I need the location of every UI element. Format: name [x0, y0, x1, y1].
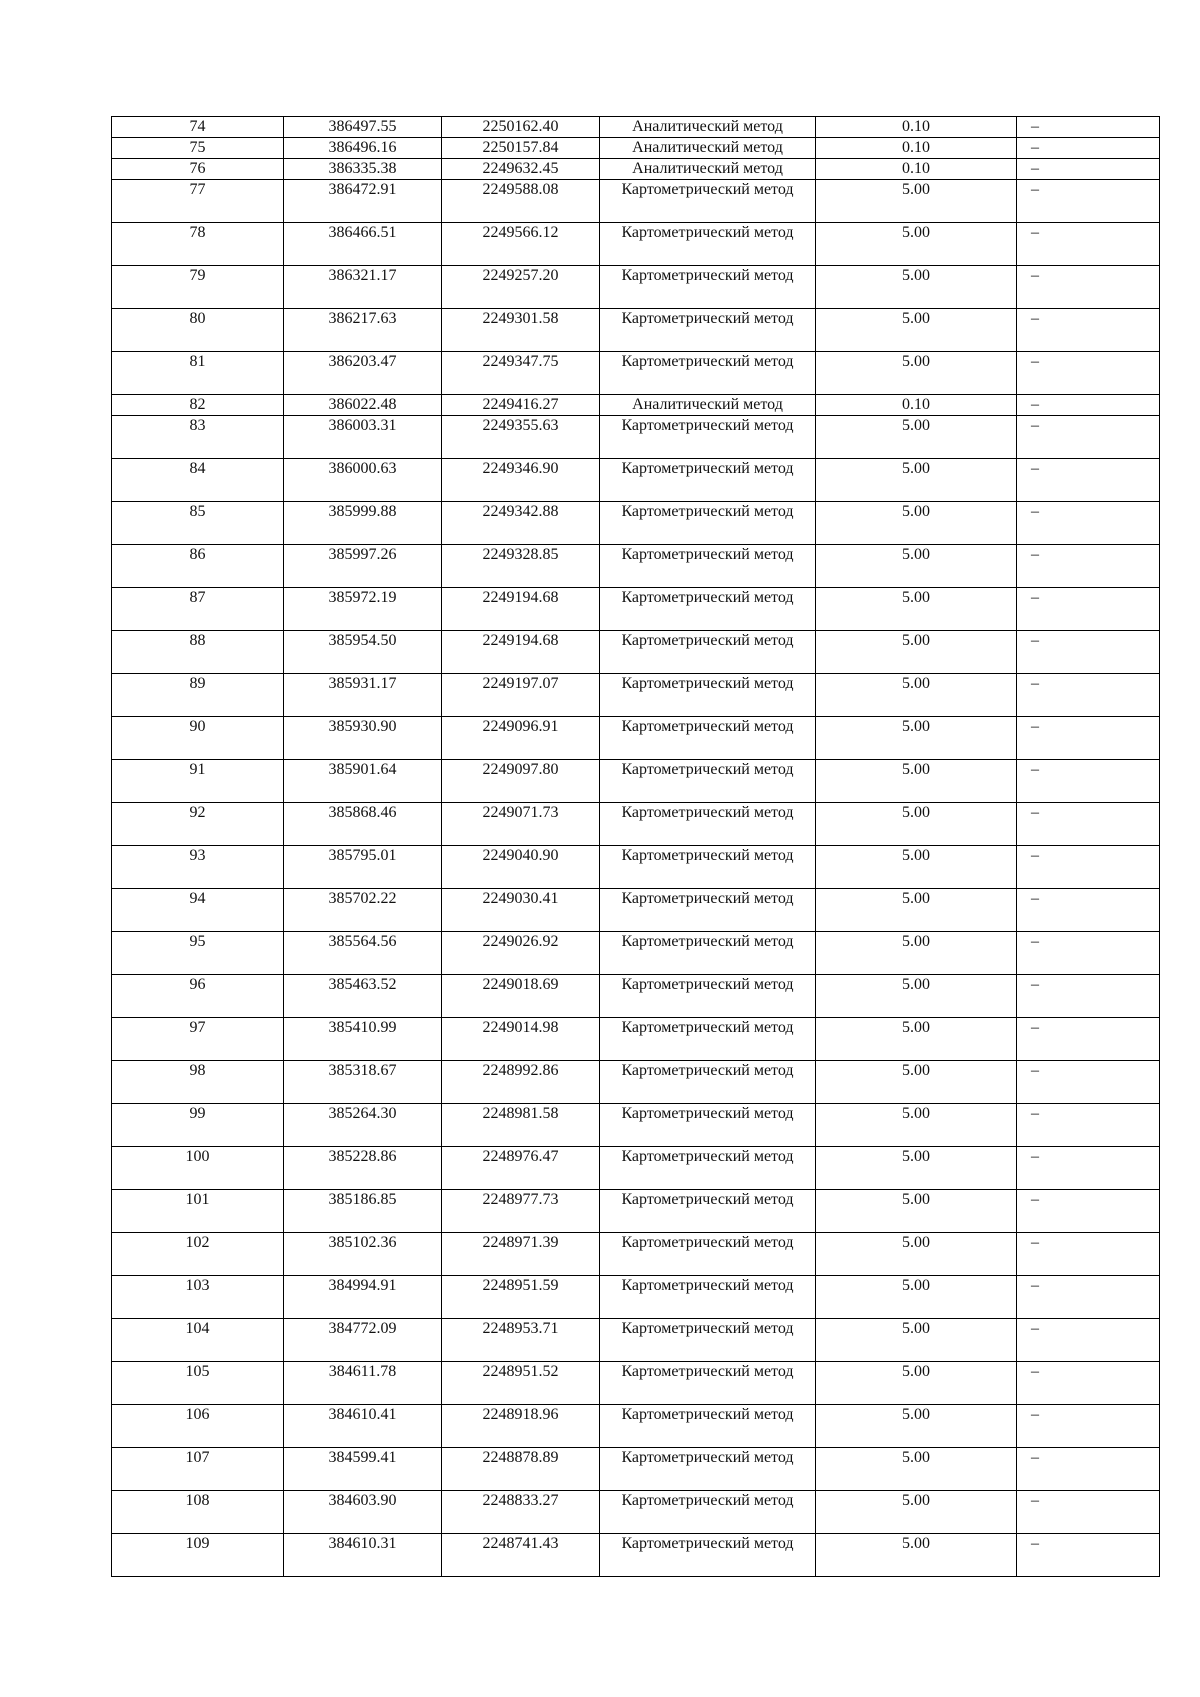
table-row — [112, 631, 1160, 674]
accuracy-cell: 5.00 — [816, 180, 1017, 223]
accuracy-cell: 5.00 — [816, 674, 1017, 717]
method-cell: Картометрический метод — [600, 1362, 816, 1405]
note-cell: – — [1017, 1534, 1160, 1577]
note-cell: – — [1017, 932, 1160, 975]
point-number-cell: 102 — [112, 1233, 284, 1276]
method-cell: Картометрический метод — [600, 1405, 816, 1448]
point-number-cell: 84 — [112, 459, 284, 502]
point-number-cell: 94 — [112, 889, 284, 932]
accuracy-cell: 5.00 — [816, 1147, 1017, 1190]
point-number-cell: 109 — [112, 1534, 284, 1577]
accuracy-cell: 5.00 — [816, 1448, 1017, 1491]
x-coordinate-cell: 384772.09 — [284, 1319, 442, 1362]
table-row — [112, 502, 1160, 545]
note-cell: – — [1017, 1018, 1160, 1061]
point-number-cell: 77 — [112, 180, 284, 223]
point-number-cell: 91 — [112, 760, 284, 803]
method-cell: Картометрический метод — [600, 975, 816, 1018]
point-number-cell: 104 — [112, 1319, 284, 1362]
y-coordinate-cell: 2249096.91 — [442, 717, 600, 760]
table-row — [112, 266, 1160, 309]
x-coordinate-cell: 386000.63 — [284, 459, 442, 502]
x-coordinate-cell: 385410.99 — [284, 1018, 442, 1061]
point-number-cell: 80 — [112, 309, 284, 352]
note-cell: – — [1017, 502, 1160, 545]
note-cell: – — [1017, 1491, 1160, 1534]
table-row — [112, 717, 1160, 760]
accuracy-cell: 5.00 — [816, 266, 1017, 309]
method-cell: Картометрический метод — [600, 502, 816, 545]
x-coordinate-cell: 384603.90 — [284, 1491, 442, 1534]
y-coordinate-cell: 2249301.58 — [442, 309, 600, 352]
method-cell: Картометрический метод — [600, 1061, 816, 1104]
note-cell: – — [1017, 459, 1160, 502]
x-coordinate-cell: 385954.50 — [284, 631, 442, 674]
note-cell: – — [1017, 889, 1160, 932]
method-cell: Картометрический метод — [600, 309, 816, 352]
x-coordinate-cell: 385264.30 — [284, 1104, 442, 1147]
y-coordinate-cell: 2249347.75 — [442, 352, 600, 395]
note-cell: – — [1017, 975, 1160, 1018]
x-coordinate-cell: 385186.85 — [284, 1190, 442, 1233]
y-coordinate-cell: 2249328.85 — [442, 545, 600, 588]
table-row — [112, 803, 1160, 846]
table-row — [112, 760, 1160, 803]
note-cell: – — [1017, 416, 1160, 459]
point-number-cell: 89 — [112, 674, 284, 717]
method-cell: Картометрический метод — [600, 588, 816, 631]
accuracy-cell: 5.00 — [816, 1405, 1017, 1448]
note-cell: – — [1017, 1362, 1160, 1405]
note-cell: – — [1017, 631, 1160, 674]
note-cell: – — [1017, 674, 1160, 717]
method-cell: Картометрический метод — [600, 846, 816, 889]
point-number-cell: 86 — [112, 545, 284, 588]
note-cell: – — [1017, 1276, 1160, 1319]
accuracy-cell: 0.10 — [816, 117, 1017, 138]
method-cell: Аналитический метод — [600, 395, 816, 416]
x-coordinate-cell: 385972.19 — [284, 588, 442, 631]
point-number-cell: 75 — [112, 138, 284, 159]
point-number-cell: 93 — [112, 846, 284, 889]
x-coordinate-cell: 386003.31 — [284, 416, 442, 459]
y-coordinate-cell: 2249040.90 — [442, 846, 600, 889]
table-row — [112, 223, 1160, 266]
x-coordinate-cell: 386466.51 — [284, 223, 442, 266]
method-cell: Картометрический метод — [600, 545, 816, 588]
x-coordinate-cell: 384610.41 — [284, 1405, 442, 1448]
accuracy-cell: 5.00 — [816, 588, 1017, 631]
method-cell: Картометрический метод — [600, 180, 816, 223]
accuracy-cell: 5.00 — [816, 803, 1017, 846]
y-coordinate-cell: 2249194.68 — [442, 588, 600, 631]
y-coordinate-cell: 2248918.96 — [442, 1405, 600, 1448]
accuracy-cell: 5.00 — [816, 1319, 1017, 1362]
point-number-cell: 82 — [112, 395, 284, 416]
method-cell: Картометрический метод — [600, 803, 816, 846]
method-cell: Картометрический метод — [600, 266, 816, 309]
y-coordinate-cell: 2248977.73 — [442, 1190, 600, 1233]
x-coordinate-cell: 385102.36 — [284, 1233, 442, 1276]
x-coordinate-cell: 385463.52 — [284, 975, 442, 1018]
point-number-cell: 85 — [112, 502, 284, 545]
table-row — [112, 975, 1160, 1018]
x-coordinate-cell: 386022.48 — [284, 395, 442, 416]
note-cell: – — [1017, 803, 1160, 846]
point-number-cell: 100 — [112, 1147, 284, 1190]
x-coordinate-cell: 385702.22 — [284, 889, 442, 932]
y-coordinate-cell: 2249346.90 — [442, 459, 600, 502]
note-cell: – — [1017, 223, 1160, 266]
point-number-cell: 98 — [112, 1061, 284, 1104]
note-cell: – — [1017, 588, 1160, 631]
table-row — [112, 416, 1160, 459]
table-row — [112, 846, 1160, 889]
method-cell: Картометрический метод — [600, 631, 816, 674]
y-coordinate-cell: 2248741.43 — [442, 1534, 600, 1577]
point-number-cell: 74 — [112, 117, 284, 138]
note-cell: – — [1017, 117, 1160, 138]
method-cell: Картометрический метод — [600, 760, 816, 803]
method-cell: Картометрический метод — [600, 674, 816, 717]
x-coordinate-cell: 386496.16 — [284, 138, 442, 159]
note-cell: – — [1017, 352, 1160, 395]
table-row — [112, 1448, 1160, 1491]
method-cell: Картометрический метод — [600, 1276, 816, 1319]
method-cell: Картометрический метод — [600, 889, 816, 932]
accuracy-cell: 5.00 — [816, 1362, 1017, 1405]
table-row — [112, 1362, 1160, 1405]
table-row — [112, 1147, 1160, 1190]
accuracy-cell: 5.00 — [816, 502, 1017, 545]
point-number-cell: 88 — [112, 631, 284, 674]
accuracy-cell: 5.00 — [816, 459, 1017, 502]
table-row — [112, 1233, 1160, 1276]
method-cell: Аналитический метод — [600, 159, 816, 180]
table-row — [112, 1534, 1160, 1577]
table-row — [112, 1405, 1160, 1448]
table-row — [112, 889, 1160, 932]
accuracy-cell: 5.00 — [816, 1534, 1017, 1577]
table-row — [112, 1061, 1160, 1104]
note-cell: – — [1017, 1405, 1160, 1448]
point-number-cell: 105 — [112, 1362, 284, 1405]
x-coordinate-cell: 386335.38 — [284, 159, 442, 180]
accuracy-cell: 5.00 — [816, 352, 1017, 395]
x-coordinate-cell: 386321.17 — [284, 266, 442, 309]
x-coordinate-cell: 385930.90 — [284, 717, 442, 760]
point-number-cell: 78 — [112, 223, 284, 266]
accuracy-cell: 5.00 — [816, 760, 1017, 803]
note-cell: – — [1017, 545, 1160, 588]
x-coordinate-cell: 385318.67 — [284, 1061, 442, 1104]
note-cell: – — [1017, 1104, 1160, 1147]
table-row — [112, 352, 1160, 395]
note-cell: – — [1017, 180, 1160, 223]
accuracy-cell: 5.00 — [816, 1018, 1017, 1061]
x-coordinate-cell: 385228.86 — [284, 1147, 442, 1190]
table-row — [112, 1190, 1160, 1233]
accuracy-cell: 5.00 — [816, 889, 1017, 932]
x-coordinate-cell: 386472.91 — [284, 180, 442, 223]
x-coordinate-cell: 384610.31 — [284, 1534, 442, 1577]
y-coordinate-cell: 2248992.86 — [442, 1061, 600, 1104]
note-cell: – — [1017, 1147, 1160, 1190]
y-coordinate-cell: 2249014.98 — [442, 1018, 600, 1061]
y-coordinate-cell: 2249197.07 — [442, 674, 600, 717]
point-number-cell: 108 — [112, 1491, 284, 1534]
accuracy-cell: 5.00 — [816, 1276, 1017, 1319]
y-coordinate-cell: 2249194.68 — [442, 631, 600, 674]
method-cell: Картометрический метод — [600, 1018, 816, 1061]
note-cell: – — [1017, 1319, 1160, 1362]
method-cell: Картометрический метод — [600, 932, 816, 975]
method-cell: Картометрический метод — [600, 459, 816, 502]
y-coordinate-cell: 2249416.27 — [442, 395, 600, 416]
note-cell: – — [1017, 717, 1160, 760]
accuracy-cell: 5.00 — [816, 717, 1017, 760]
x-coordinate-cell: 384599.41 — [284, 1448, 442, 1491]
accuracy-cell: 5.00 — [816, 631, 1017, 674]
point-number-cell: 92 — [112, 803, 284, 846]
accuracy-cell: 5.00 — [816, 545, 1017, 588]
accuracy-cell: 5.00 — [816, 416, 1017, 459]
y-coordinate-cell: 2248833.27 — [442, 1491, 600, 1534]
point-number-cell: 106 — [112, 1405, 284, 1448]
y-coordinate-cell: 2248878.89 — [442, 1448, 600, 1491]
y-coordinate-cell: 2249257.20 — [442, 266, 600, 309]
method-cell: Картометрический метод — [600, 1448, 816, 1491]
method-cell: Картометрический метод — [600, 1104, 816, 1147]
table-row — [112, 180, 1160, 223]
y-coordinate-cell: 2248976.47 — [442, 1147, 600, 1190]
method-cell: Аналитический метод — [600, 138, 816, 159]
note-cell: – — [1017, 309, 1160, 352]
note-cell: – — [1017, 1233, 1160, 1276]
point-number-cell: 107 — [112, 1448, 284, 1491]
note-cell: – — [1017, 760, 1160, 803]
x-coordinate-cell: 385868.46 — [284, 803, 442, 846]
note-cell: – — [1017, 1448, 1160, 1491]
y-coordinate-cell: 2249566.12 — [442, 223, 600, 266]
accuracy-cell: 5.00 — [816, 932, 1017, 975]
table-row — [112, 545, 1160, 588]
y-coordinate-cell: 2250157.84 — [442, 138, 600, 159]
accuracy-cell: 0.10 — [816, 395, 1017, 416]
y-coordinate-cell: 2248971.39 — [442, 1233, 600, 1276]
x-coordinate-cell: 384994.91 — [284, 1276, 442, 1319]
point-number-cell: 103 — [112, 1276, 284, 1319]
accuracy-cell: 0.10 — [816, 159, 1017, 180]
table-row — [112, 588, 1160, 631]
x-coordinate-cell: 385564.56 — [284, 932, 442, 975]
table-row — [112, 395, 1160, 416]
coordinates-table — [111, 116, 1160, 1577]
method-cell: Картометрический метод — [600, 1491, 816, 1534]
method-cell: Картометрический метод — [600, 1319, 816, 1362]
y-coordinate-cell: 2249342.88 — [442, 502, 600, 545]
table-row — [112, 674, 1160, 717]
x-coordinate-cell: 386497.55 — [284, 117, 442, 138]
note-cell: – — [1017, 1061, 1160, 1104]
table-row — [112, 309, 1160, 352]
method-cell: Картометрический метод — [600, 1190, 816, 1233]
x-coordinate-cell: 385931.17 — [284, 674, 442, 717]
y-coordinate-cell: 2249097.80 — [442, 760, 600, 803]
accuracy-cell: 5.00 — [816, 1233, 1017, 1276]
y-coordinate-cell: 2250162.40 — [442, 117, 600, 138]
table-row — [112, 932, 1160, 975]
note-cell: – — [1017, 266, 1160, 309]
point-number-cell: 95 — [112, 932, 284, 975]
method-cell: Картометрический метод — [600, 1147, 816, 1190]
y-coordinate-cell: 2249018.69 — [442, 975, 600, 1018]
point-number-cell: 83 — [112, 416, 284, 459]
accuracy-cell: 5.00 — [816, 223, 1017, 266]
method-cell: Картометрический метод — [600, 717, 816, 760]
y-coordinate-cell: 2249030.41 — [442, 889, 600, 932]
coordinates-table-body — [112, 117, 1160, 1577]
table-row — [112, 1018, 1160, 1061]
method-cell: Картометрический метод — [600, 416, 816, 459]
table-row — [112, 159, 1160, 180]
y-coordinate-cell: 2249026.92 — [442, 932, 600, 975]
x-coordinate-cell: 386203.47 — [284, 352, 442, 395]
method-cell: Картометрический метод — [600, 223, 816, 266]
note-cell: – — [1017, 395, 1160, 416]
y-coordinate-cell: 2248951.59 — [442, 1276, 600, 1319]
y-coordinate-cell: 2249588.08 — [442, 180, 600, 223]
table-row — [112, 1276, 1160, 1319]
table-row — [112, 117, 1160, 138]
table-row — [112, 459, 1160, 502]
point-number-cell: 101 — [112, 1190, 284, 1233]
accuracy-cell: 5.00 — [816, 846, 1017, 889]
table-row — [112, 138, 1160, 159]
point-number-cell: 99 — [112, 1104, 284, 1147]
method-cell: Аналитический метод — [600, 117, 816, 138]
point-number-cell: 76 — [112, 159, 284, 180]
x-coordinate-cell: 385999.88 — [284, 502, 442, 545]
table-row — [112, 1104, 1160, 1147]
accuracy-cell: 5.00 — [816, 1104, 1017, 1147]
y-coordinate-cell: 2248981.58 — [442, 1104, 600, 1147]
accuracy-cell: 5.00 — [816, 1190, 1017, 1233]
method-cell: Картометрический метод — [600, 1534, 816, 1577]
point-number-cell: 96 — [112, 975, 284, 1018]
point-number-cell: 90 — [112, 717, 284, 760]
point-number-cell: 81 — [112, 352, 284, 395]
note-cell: – — [1017, 159, 1160, 180]
note-cell: – — [1017, 1190, 1160, 1233]
y-coordinate-cell: 2249632.45 — [442, 159, 600, 180]
point-number-cell: 79 — [112, 266, 284, 309]
accuracy-cell: 5.00 — [816, 1491, 1017, 1534]
y-coordinate-cell: 2249355.63 — [442, 416, 600, 459]
table-row — [112, 1491, 1160, 1534]
accuracy-cell: 5.00 — [816, 975, 1017, 1018]
method-cell: Картометрический метод — [600, 352, 816, 395]
table-row — [112, 1319, 1160, 1362]
note-cell: – — [1017, 846, 1160, 889]
accuracy-cell: 5.00 — [816, 309, 1017, 352]
point-number-cell: 87 — [112, 588, 284, 631]
point-number-cell: 97 — [112, 1018, 284, 1061]
accuracy-cell: 0.10 — [816, 138, 1017, 159]
accuracy-cell: 5.00 — [816, 1061, 1017, 1104]
y-coordinate-cell: 2248951.52 — [442, 1362, 600, 1405]
x-coordinate-cell: 384611.78 — [284, 1362, 442, 1405]
x-coordinate-cell: 386217.63 — [284, 309, 442, 352]
x-coordinate-cell: 385795.01 — [284, 846, 442, 889]
note-cell: – — [1017, 138, 1160, 159]
y-coordinate-cell: 2249071.73 — [442, 803, 600, 846]
method-cell: Картометрический метод — [600, 1233, 816, 1276]
y-coordinate-cell: 2248953.71 — [442, 1319, 600, 1362]
x-coordinate-cell: 385997.26 — [284, 545, 442, 588]
x-coordinate-cell: 385901.64 — [284, 760, 442, 803]
